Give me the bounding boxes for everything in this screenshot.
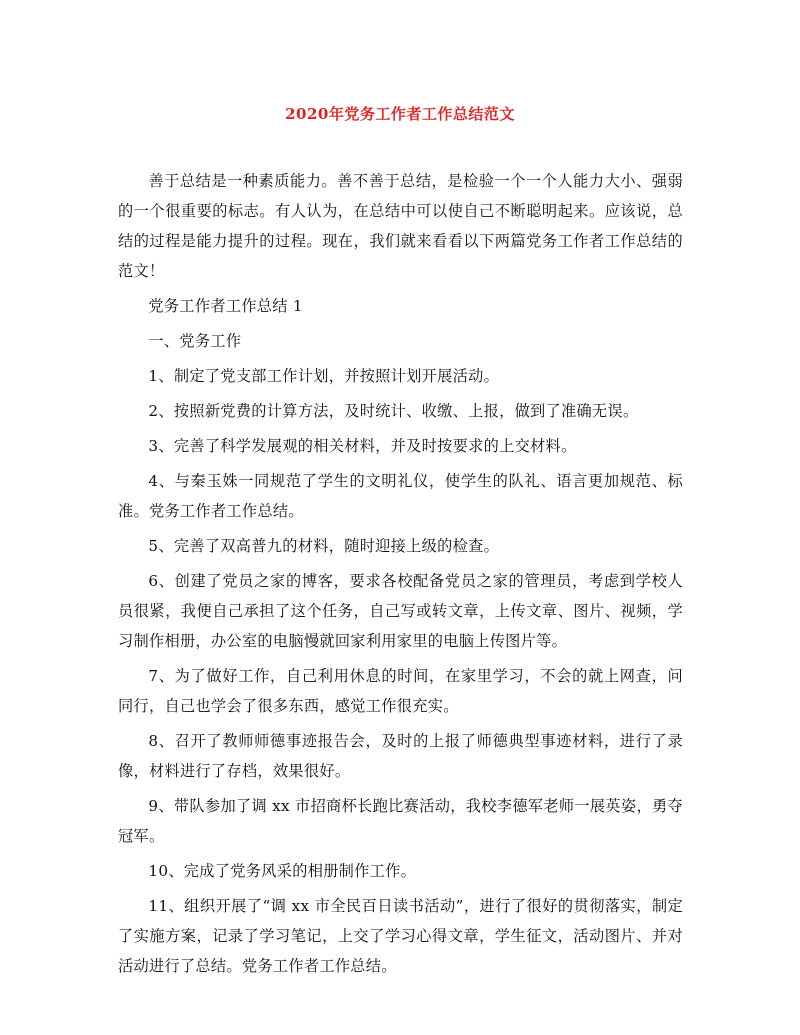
intro-paragraph: 善于总结是一种素质能力。善不善于总结，是检验一个一个人能力大小、强弱的一个很重要的标志。有人认为，在总结中可以使自己不断聪明起来。应该说，总结的过程是能力提升的过程。现在，我们就来看看以下两篇党务工作者工作总结的范文！ [118, 172, 683, 280]
list-item: 8、召开了教师师德事迹报告会，及时的上报了师德典型事迹材料，进行了录像，材料进行了存档，效果很好。 [118, 732, 683, 780]
document-title: 2020年党务工作者工作总结范文 [285, 105, 515, 123]
section-heading: 党务工作者工作总结 1 [148, 297, 303, 315]
list-item: 9、带队参加了调 xx 市招商杯长跑比赛活动，我校李德军老师一展英姿，勇夺冠军。 [118, 797, 683, 845]
list-item: 10、完成了党务风采的相册制作工作。 [148, 862, 417, 880]
list-item: 7、为了做好工作，自己利用休息的时间，在家里学习，不会的就上网查，问同行，自己也学会了很多东西，感觉工作很充实。 [118, 667, 683, 715]
list-item: 3、完善了科学发展观的相关材料，并及时按要求的上交材料。 [148, 437, 577, 455]
list-item: 2、按照新党费的计算方法，及时统计、收缴、上报，做到了准确无误。 [148, 402, 639, 420]
list-item: 5、完善了双高普九的材料，随时迎接上级的检查。 [148, 537, 500, 555]
list-item: 6、创建了党员之家的博客，要求各校配备党员之家的管理员，考虑到学校人员很紧，我便自己承担了这个任务，自己写或转文章，上传文章、图片、视频，学习制作相册，办公室的电脑慢就回家利用家里的电脑上传图片等。 [118, 572, 683, 650]
list-item: 1、制定了党支部工作计划，并按照计划开展活动。 [148, 367, 500, 385]
list-item: 4、与秦玉姝一同规范了学生的文明礼仪，使学生的队礼、语言更加规范、标准。党务工作者工作总结。 [118, 472, 683, 520]
document-body [118, 166, 683, 986]
subsection-heading: 一、党务工作 [148, 332, 242, 350]
list-item: 11、组织开展了“调 xx 市全民百日读书活动”，进行了很好的贯彻落实，制定了实施方案，记录了学习笔记，上交了学习心得文章，学生征文，活动图片、并对活动进行了总结。党务工作者工作总结。 [118, 897, 683, 975]
